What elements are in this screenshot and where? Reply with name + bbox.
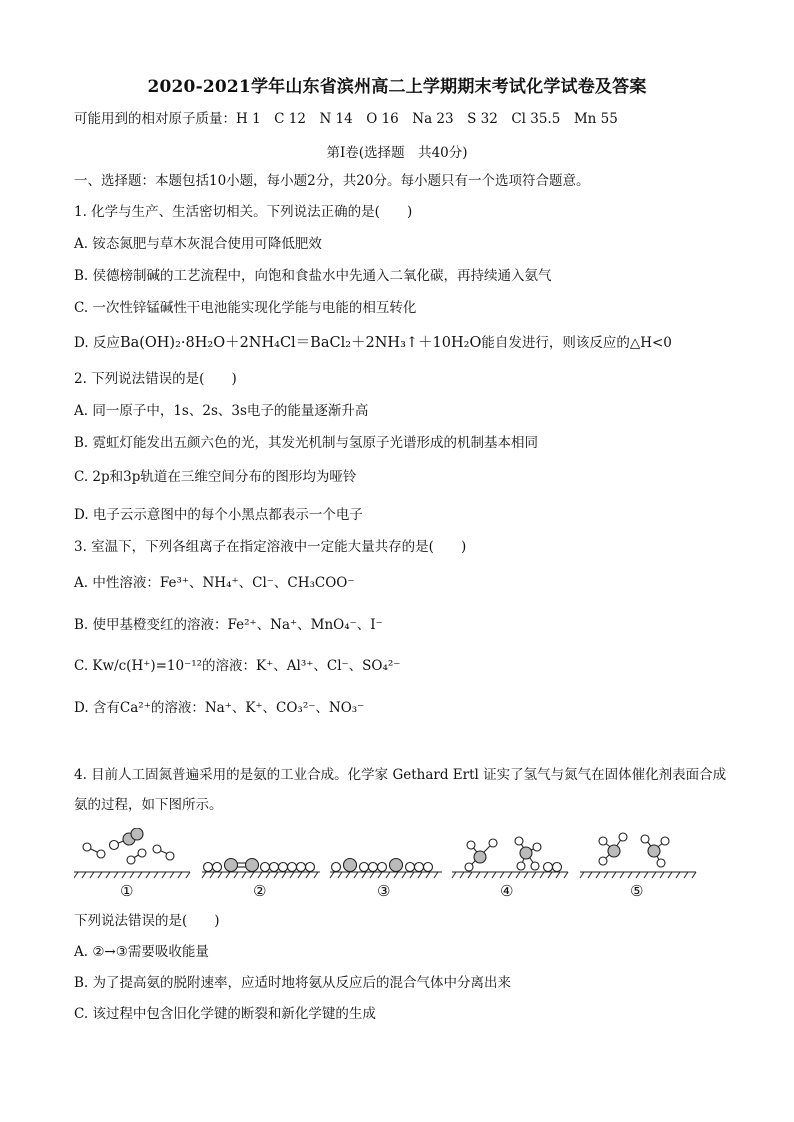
q2-stem: 2. 下列说法错误的是( ) <box>74 371 237 387</box>
atomic-masses: 可能用到的相对原子质量：H 1 C 12 N 14 O 16 Na 23 S 32 Cl 35.5 Mn 55 <box>74 111 618 127</box>
q3-option-d: D. 含有Ca²⁺的溶液：Na⁺、K⁺、CO₃²⁻、NO₃⁻ <box>74 700 365 716</box>
panel-1-label: ① <box>120 882 134 900</box>
q3-option-c: C. Kw/c(H⁺)=10⁻¹²的溶液：K⁺、Al³⁺、Cl⁻、SO₄²⁻ <box>74 658 401 674</box>
q3-option-a: A. 中性溶液：Fe³⁺、NH₄⁺、Cl⁻、CH₃COO⁻ <box>74 575 355 591</box>
ammonia-synthesis-figure <box>74 828 714 900</box>
q4-stem-line1: 4. 目前人工固氮普遍采用的是氨的工业合成。化学家 Gethard Ertl 证实了氢气与氮气在固体催化剂表面合成 <box>74 767 727 783</box>
panel-5 <box>580 833 696 900</box>
panel-1 <box>74 828 190 900</box>
q2-option-c: C. 2p和3p轨道在三维空间分布的图形均为哑铃 <box>74 469 357 485</box>
exam-title: 2020-2021学年山东省滨州高二上学期期末考试化学试卷及答案 <box>147 77 647 97</box>
q1-d-prefix: D. 反应 <box>74 335 120 351</box>
panel-3-label: ③ <box>377 882 391 900</box>
q4-option-b: B. 为了提高氨的脱附速率，应适时地将氨从反应后的混合气体中分离出来 <box>74 975 512 991</box>
panel-2-label: ② <box>253 882 267 900</box>
section1-instructions: 一、选择题：本题包括10小题，每小题2分，共20分。每小题只有一个选项符合题意。 <box>74 173 590 189</box>
panel-4-label: ④ <box>500 882 514 900</box>
q4-stem-line2: 氨的过程，如下图所示。 <box>74 797 223 813</box>
q2-option-b: B. 霓虹灯能发出五颜六色的光，其发光机制与氢原子光谱形成的机制基本相同 <box>74 435 539 451</box>
panel-2 <box>202 859 320 901</box>
q4-question: 下列说法错误的是( ) <box>74 913 220 929</box>
q4-option-a: A. ②→③需要吸收能量 <box>74 944 209 960</box>
panel-5-label: ⑤ <box>630 882 644 900</box>
q1-stem: 1. 化学与生产、生活密切相关。下列说法正确的是( ) <box>74 204 413 220</box>
part1-header: 第I卷(选择题 共40分) <box>326 145 468 161</box>
q1-option-a: A. 铵态氮肥与草木灰混合使用可降低肥效 <box>74 236 322 252</box>
panel-4 <box>452 837 568 900</box>
panel-3 <box>330 859 442 901</box>
q2-option-a: A. 同一原子中，1s、2s、3s电子的能量逐渐升高 <box>74 403 369 419</box>
q1-option-d <box>74 334 672 352</box>
q2-option-d: D. 电子云示意图中的每个小黑点都表示一个电子 <box>74 507 363 523</box>
q1-d-equation: Ba(OH)₂·8H₂O＋2NH₄Cl＝BaCl₂＋2NH₃↑＋10H₂O <box>119 335 482 351</box>
q1-option-c: C. 一次性锌锰碱性干电池能实现化学能与电能的相互转化 <box>74 300 417 316</box>
q1-option-b: B. 侯德榜制碱的工艺流程中，向饱和食盐水中先通入二氧化碳，再持续通入氨气 <box>74 268 552 284</box>
q1-d-suffix: 能自发进行，则该反应的△H<0 <box>481 335 672 351</box>
q4-option-c: C. 该过程中包含旧化学键的断裂和新化学键的生成 <box>74 1006 376 1022</box>
q3-option-b: B. 使甲基橙变红的溶液：Fe²⁺、Na⁺、MnO₄⁻、I⁻ <box>74 617 383 633</box>
q3-stem: 3. 室温下，下列各组离子在指定溶液中一定能大量共存的是( ) <box>74 539 467 555</box>
